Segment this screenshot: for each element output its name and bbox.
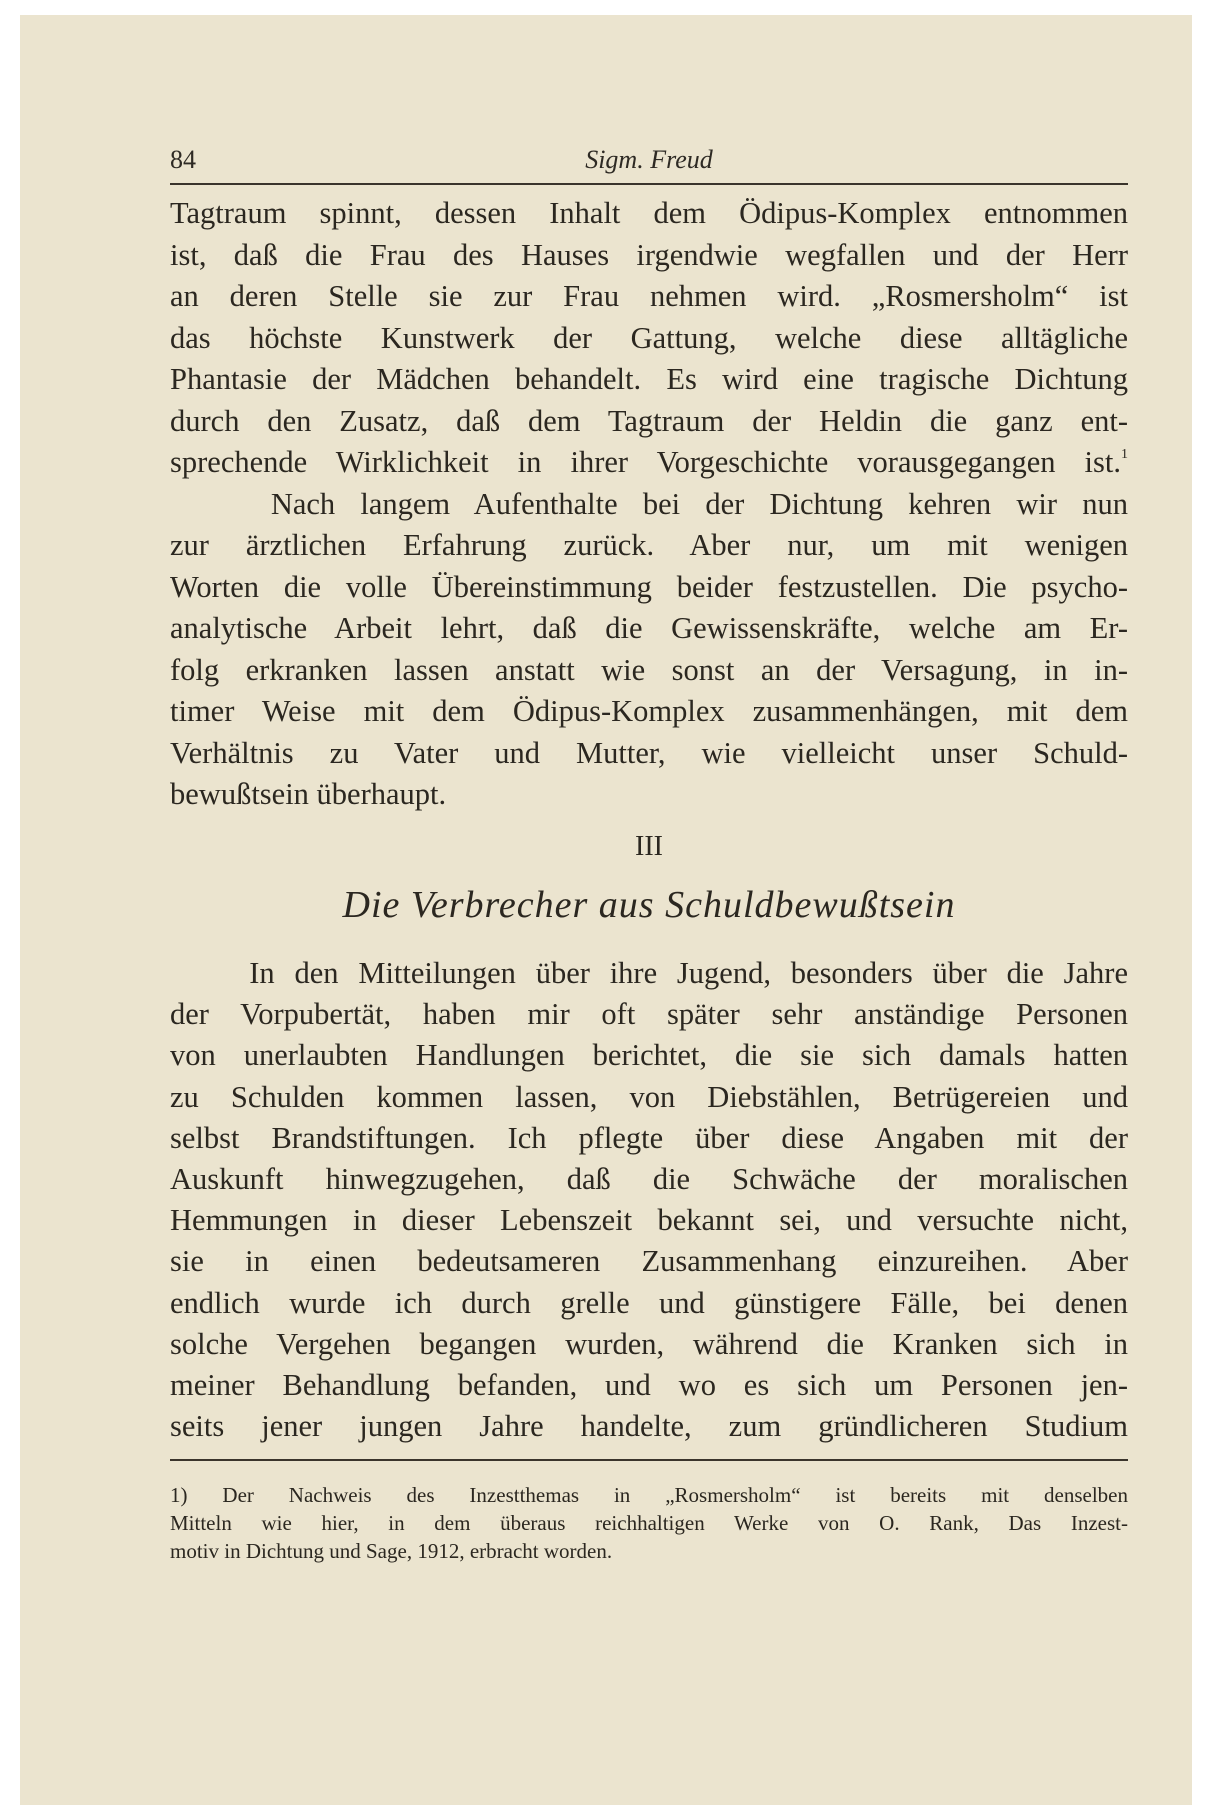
text-line-content: sprechende Wirklichkeit in ihrer Vorgeschichte vorausgegangen ist. xyxy=(170,445,1121,479)
text-line: endlich wurde ich durch grelle und günstigere Fälle, bei denen xyxy=(170,1285,1128,1320)
text-line: Nach langem Aufenthalte bei der Dichtung kehren wir nun xyxy=(170,486,1128,521)
text-line: von unerlaubten Handlungen berichtet, die sie sich damals hatten xyxy=(170,1038,1128,1073)
running-head-author: Sigm. Freud xyxy=(585,145,713,174)
body-text-top xyxy=(170,193,1128,816)
text-line: selbst Brandstiftungen. Ich pflegte über diese Angaben mit der xyxy=(170,1120,1128,1155)
text-line-with-footnote xyxy=(170,442,1128,484)
footnote-line: Mitteln wie hier, in dem überaus reichhaltigen Werke von O. Rank, Das Inzest- xyxy=(170,1511,1128,1535)
text-line: zu Schulden kommen lassen, von Diebstählen, Betrügereien und xyxy=(170,1079,1128,1114)
page-number: 84 xyxy=(170,145,196,174)
text-line: timer Weise mit dem Ödipus-Komplex zusammenhängen, mit dem xyxy=(170,694,1128,728)
text-line: Auskunft hinwegzugehen, daß die Schwäche der moralischen xyxy=(170,1161,1128,1196)
text-line: bewußtsein überhaupt. xyxy=(170,777,447,811)
section-number: III xyxy=(635,831,663,862)
text-line: In den Mitteilungen über ihre Jugend, besonders über die Jahre xyxy=(170,956,1128,990)
text-line: der Vorpubertät, haben mir oft später sehr anständige Personen xyxy=(170,997,1128,1032)
body-text-bottom xyxy=(170,953,1128,1447)
text-line: Tagtraum spinnt, dessen Inhalt dem Ödipus-Komplex entnommen xyxy=(170,196,1128,230)
footnote xyxy=(170,1481,1128,1565)
text-line: zur ärztlichen Erfahrung zurück. Aber nur, um mit wenigen xyxy=(170,528,1128,562)
text-line: folg erkranken lassen anstatt wie sonst an der Versagung, in in- xyxy=(170,652,1128,687)
text-line: Phantasie der Mädchen behandelt. Es wird eine tragische Dichtung xyxy=(170,362,1128,396)
text-line: meiner Behandlung befanden, und wo es sich um Personen jen- xyxy=(170,1367,1128,1402)
text-line: an deren Stelle sie zur Frau nehmen wird. „Rosmersholm“ ist xyxy=(170,279,1128,313)
text-line: Worten die volle Übereinstimmung beider festzustellen. Die psycho- xyxy=(170,569,1128,604)
running-head xyxy=(170,143,1128,185)
text-line: solche Vergehen begangen wurden, während die Kranken sich in xyxy=(170,1326,1128,1361)
text-line: sie in einen bedeutsameren Zusammenhang einzureihen. Aber xyxy=(170,1244,1128,1279)
text-line: seits jener jungen Jahre handelte, zum gründlicheren Studium xyxy=(170,1409,1128,1444)
footnote-divider xyxy=(170,1459,1128,1461)
footnote-marker: 1 xyxy=(1121,447,1128,462)
text-line: ist, daß die Frau des Hauses irgendwie wegfallen und der Herr xyxy=(170,237,1128,272)
text-line: Verhältnis zu Vater und Mutter, wie vielleicht unser Schuld- xyxy=(170,735,1128,770)
text-line: das höchste Kunstwerk der Gattung, welche diese alltägliche xyxy=(170,320,1128,355)
text-line: Hemmungen in dieser Lebenszeit bekannt sei, und versuchte nicht, xyxy=(170,1203,1128,1238)
footnote-line: 1) Der Nachweis des Inzestthemas in „Rosmersholm“ ist bereits mit denselben xyxy=(170,1483,1128,1507)
footnote-line: motiv in Dichtung und Sage, 1912, erbracht worden. xyxy=(170,1539,613,1563)
section-title: Die Verbrecher aus Schuldbewußtsein xyxy=(342,884,956,926)
text-line: durch den Zusatz, daß dem Tagtraum der Heldin die ganz ent- xyxy=(170,403,1128,438)
text-line: analytische Arbeit lehrt, daß die Gewissenskräfte, welche am Er- xyxy=(170,611,1128,645)
book-page xyxy=(20,15,1192,1805)
